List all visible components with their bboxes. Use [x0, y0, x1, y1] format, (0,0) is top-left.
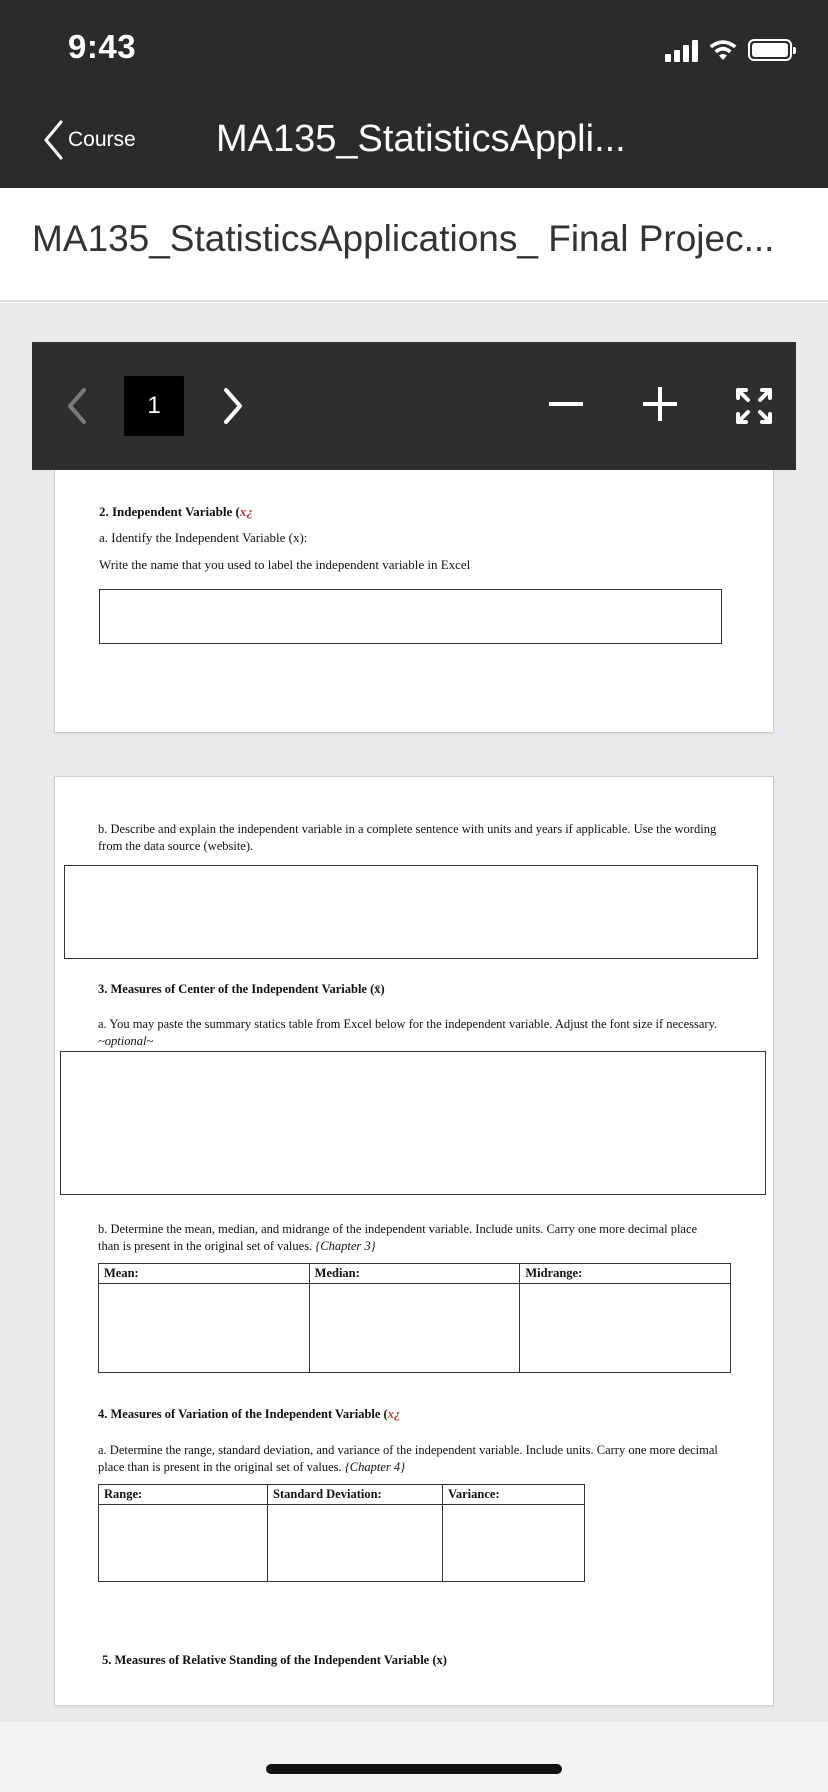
zoom-out-button[interactable] — [544, 382, 588, 426]
status-time: 9:43 — [68, 28, 137, 65]
mean-cell[interactable] — [99, 1284, 310, 1373]
describe-variable-text: b. Describe and explain the independent variable in a complete sentence with units and years if applicable. Use the wording from the data source (website). — [98, 822, 717, 853]
pdf-page-2 — [54, 776, 774, 1706]
range-header: Range: — [99, 1485, 268, 1505]
back-button[interactable] — [42, 118, 136, 162]
top-bar — [0, 0, 828, 188]
range-cell[interactable] — [99, 1505, 268, 1582]
variable-name-field[interactable] — [99, 589, 722, 644]
chevron-left-icon — [42, 118, 64, 162]
signal-icon — [665, 38, 698, 62]
zoom-in-button[interactable] — [638, 382, 682, 426]
describe-variable-field[interactable] — [64, 865, 758, 959]
variance-cell[interactable] — [443, 1505, 585, 1582]
heading-measures-variation: 4. Measures of Variation of the Independent Variable (x¿ — [98, 1407, 401, 1421]
pdf-toolbar — [32, 342, 796, 470]
variation-measures-table — [98, 1484, 585, 1582]
summary-table-instruction: a. You may paste the summary statics table from Excel below for the independent variable. Adjust the font size if necessary. ~optional~ — [98, 1017, 718, 1048]
median-cell[interactable] — [309, 1284, 520, 1373]
heading-measures-center: 3. Measures of Center of the Independent Variable (x̄) — [98, 982, 385, 996]
std-dev-header: Standard Deviation: — [268, 1485, 443, 1505]
battery-icon — [748, 39, 792, 61]
center-measures-table — [98, 1263, 731, 1373]
heading-relative-standing: 5. Measures of Relative Standing of the Independent Variable (x) — [102, 1653, 447, 1667]
midrange-header: Midrange: — [520, 1264, 731, 1284]
status-icons — [665, 36, 792, 64]
heading-independent-variable: 2. Independent Variable (x¿ — [99, 504, 253, 519]
median-header: Median: — [309, 1264, 520, 1284]
variation-measures-instruction: a. Determine the range, standard deviation, and variance of the independent variable. Include units. Carry one more decimal place than is present in the original set of values. {Chapter 4} — [98, 1443, 718, 1474]
summary-table-field[interactable] — [60, 1051, 766, 1195]
page-number-field[interactable]: 1 — [124, 376, 184, 436]
mean-header: Mean: — [99, 1264, 310, 1284]
previous-page-button[interactable] — [60, 386, 96, 426]
excel-label-instruction: Write the name that you used to label the independent variable in Excel — [99, 557, 471, 572]
pdf-page-1 — [54, 470, 774, 733]
variance-header: Variance: — [443, 1485, 585, 1505]
center-measures-instruction: b. Determine the mean, median, and midrange of the independent variable. Include units. Carry one more decimal place than is present in the original set of values. {Chapter 3} — [98, 1222, 698, 1253]
divider — [0, 300, 828, 302]
back-label: Course — [68, 128, 136, 151]
identify-variable-line: a. Identify the Independent Variable (x): — [99, 530, 308, 545]
home-indicator[interactable] — [266, 1764, 562, 1774]
midrange-cell[interactable] — [520, 1284, 731, 1373]
next-page-button[interactable] — [214, 386, 250, 426]
std-dev-cell[interactable] — [268, 1505, 443, 1582]
document-title: MA135_StatisticsApplications_ Final Projec... — [32, 218, 775, 259]
home-area — [0, 1722, 828, 1792]
fullscreen-icon[interactable] — [734, 386, 774, 426]
nav-title: MA135_StatisticsAppli... — [216, 118, 626, 160]
wifi-icon — [708, 39, 738, 61]
